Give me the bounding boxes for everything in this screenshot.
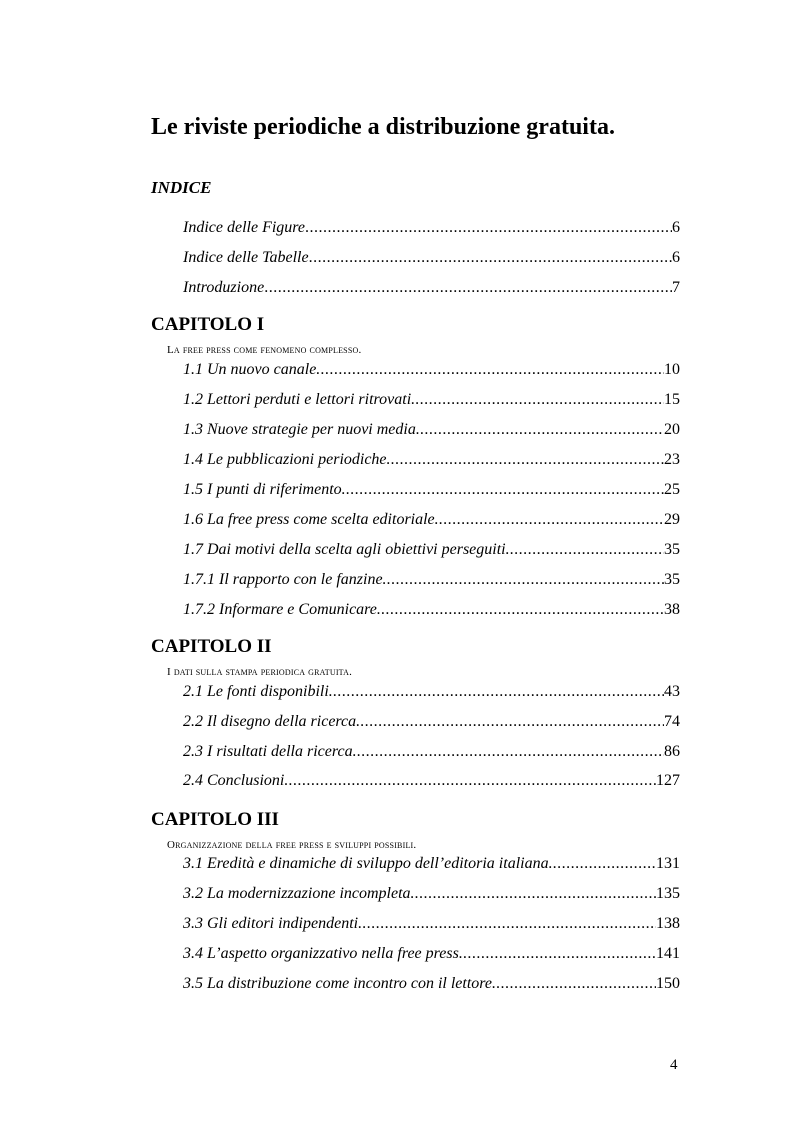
toc-entry[interactable] [183,599,680,621]
toc-entry-page: 150 [656,975,680,992]
toc-entry[interactable] [183,479,680,501]
chapter-3-heading: CAPITOLO III [151,809,279,830]
toc-entry-page: 131 [656,855,680,872]
leader-dots [415,883,656,905]
toc-entry-page: 7 [672,279,680,296]
toc-entry-label: Indice delle Tabelle [183,249,309,266]
toc-entry-page: 135 [656,885,680,902]
toc-entry-label: 2.3 I risultati della ricerca. [183,743,357,760]
leader-dots [496,973,656,995]
index-heading: INDICE [151,178,212,197]
leader-dots [360,711,664,733]
toc-entry-figures[interactable] [183,217,680,239]
toc-entry[interactable] [183,539,680,561]
toc-entry-introduction[interactable] [183,277,680,299]
toc-entry-page: 43 [664,683,680,700]
document-title: Le riviste periodiche a distribuzione gratuita. [151,114,615,140]
toc-entry-label: 3.2 La modernizzazione incompleta. [183,885,415,902]
toc-entry[interactable] [183,853,680,875]
toc-entry-label: 1.6 La free press come scelta editoriale. [183,511,439,528]
toc-entry-label: 2.4 Conclusioni. [183,772,289,789]
toc-entry[interactable] [183,973,680,995]
leader-dots [391,449,664,471]
toc-entry[interactable] [183,389,680,411]
toc-entry-tables[interactable] [183,247,680,269]
leader-dots [510,539,664,561]
toc-entry-label: 1.3 Nuove strategie per nuovi media. [183,421,420,438]
toc-entry-page: 10 [664,361,680,378]
toc-entry-label: Introduzione [183,279,265,296]
toc-entry-page: 6 [672,219,680,236]
leader-dots [309,247,672,269]
toc-entry-label: 2.2 Il disegno della ricerca. [183,713,361,730]
chapter-2-heading: CAPITOLO II [151,636,272,657]
toc-entry-page: 141 [656,945,680,962]
chapter-2-subtitle: I dati sulla stampa periodica gratuita. [167,666,353,678]
toc-entry[interactable] [183,943,680,965]
toc-entry[interactable] [183,883,680,905]
toc-entry[interactable] [183,681,680,703]
chapter-1-heading: CAPITOLO I [151,314,265,335]
leader-dots [333,681,664,703]
toc-entry-page: 35 [664,571,680,588]
toc-entry-page: 15 [664,391,680,408]
toc-entry-label: 3.3 Gli editori indipendenti. [183,915,363,932]
toc-entry[interactable] [183,770,680,792]
toc-entry-label: 1.5 I punti di riferimento. [183,481,346,498]
toc-entry-page: 86 [664,743,680,760]
toc-entry-label: 3.1 Eredità e dinamiche di sviluppo dell’editoria italiana. [183,855,553,872]
toc-entry-label: 1.1 Un nuovo canale. [183,361,321,378]
toc-entry[interactable] [183,913,680,935]
chapter-1-subtitle: La free press come fenomeno complesso. [167,344,362,356]
toc-entry-page: 6 [672,249,680,266]
leader-dots [420,419,664,441]
leader-dots [305,217,672,239]
toc-entry-page: 23 [664,451,680,468]
page-number: 4 [670,1057,678,1073]
toc-entry-label: 1.7 Dai motivi della scelta agli obiettivi perseguiti. [183,541,510,558]
toc-entry-page: 127 [656,772,680,789]
leader-dots [288,770,656,792]
toc-entry[interactable] [183,419,680,441]
leader-dots [362,913,656,935]
leader-dots [381,599,664,621]
toc-entry-page: 138 [656,915,680,932]
toc-entry[interactable] [183,741,680,763]
toc-entry-page: 20 [664,421,680,438]
leader-dots [346,479,664,501]
toc-entry[interactable] [183,711,680,733]
toc-entry[interactable] [183,509,680,531]
toc-entry-label: 1.7.2 Informare e Comunicare. [183,601,381,618]
leader-dots [439,509,664,531]
leader-dots [387,569,664,591]
toc-entry[interactable] [183,359,680,381]
toc-entry-label: 3.5 La distribuzione come incontro con il lettore. [183,975,497,992]
toc-entry[interactable] [183,449,680,471]
leader-dots [415,389,664,411]
toc-entry-page: 25 [664,481,680,498]
toc-entry-page: 29 [664,511,680,528]
chapter-3-subtitle: Organizzazione della free press e sviluppi possibili. [167,839,417,851]
toc-entry-label: 1.7.1 Il rapporto con le fanzine. [183,571,387,588]
leader-dots [463,943,656,965]
toc-entry-label: 1.4 Le pubblicazioni periodiche. [183,451,391,468]
toc-entry-label: 1.2 Lettori perduti e lettori ritrovati. [183,391,416,408]
toc-entry-page: 35 [664,541,680,558]
toc-entry-label: Indice delle Figure [183,219,306,236]
leader-dots [264,277,672,299]
toc-entry[interactable] [183,569,680,591]
toc-entry-label: 3.4 L’aspetto organizzativo nella free press. [183,945,463,962]
leader-dots [320,359,664,381]
leader-dots [357,741,664,763]
leader-dots [553,853,656,875]
toc-entry-page: 38 [664,601,680,618]
toc-entry-label: 2.1 Le fonti disponibili. [183,683,333,700]
toc-entry-page: 74 [664,713,680,730]
